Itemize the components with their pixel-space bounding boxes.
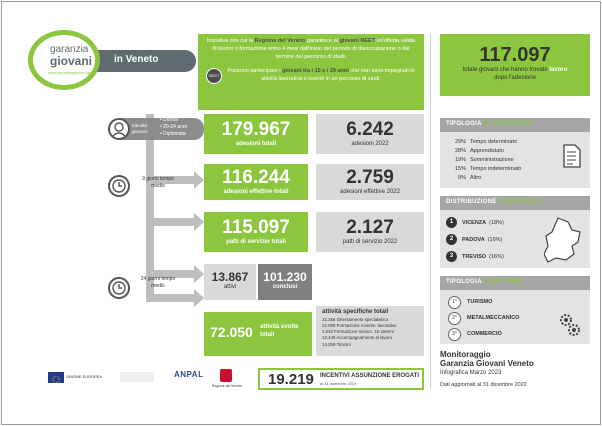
contratto-row: 9% Altro — [458, 175, 482, 181]
partner-logo — [120, 372, 154, 382]
intro-text: Iniziativa con cui la — [206, 38, 255, 44]
effettive-box — [204, 164, 308, 200]
effettive-value: 116.244 — [222, 167, 290, 188]
monitoring-subtitle: Garanzia Giovani Veneto — [440, 359, 534, 368]
profile-item: • Diplomata — [160, 130, 186, 137]
conclusi-label: conclusi — [272, 284, 298, 290]
data-updated: Dati aggiornati al 31 dicembre 2022 — [440, 382, 527, 388]
contratto-header: TIPOLOGIA DI CONTRATTO — [440, 118, 590, 132]
rank-badge: 1 — [446, 217, 457, 228]
provinciale-header: DISTRIBUZIONE PROVINCIALE — [440, 196, 590, 210]
adesioni-value: 179.967 — [221, 119, 291, 140]
patti-label: patti di servizio totali — [226, 239, 286, 245]
intro-paragraph-1 — [206, 38, 416, 62]
incentivi-date: al 31 dicembre 2019 — [320, 381, 357, 386]
incentivi-label: INCENTIVI ASSUNZIONE EROGATI — [320, 373, 420, 379]
specific-item: 22.008 Formazione inserim. lavorativo — [322, 323, 397, 329]
region-logo-icon — [220, 369, 232, 382]
effettive-2022-value: 2.759 — [346, 167, 394, 188]
adesioni-2022-label: adesioni 2022 — [351, 141, 389, 147]
contratto-row: 29% Tempo determinato — [454, 139, 518, 145]
region-label: in Veneto — [114, 54, 159, 65]
summary-text: totale giovani che hanno trovato lavoro dopo l'adesione — [462, 67, 568, 81]
time-label-2: 24 giorni tempo medio — [140, 276, 176, 289]
intro-neet: giovani NEET — [339, 38, 376, 44]
specific-list — [322, 317, 418, 348]
settore-box — [440, 290, 590, 344]
settore-row: 3° COMMERCIO — [448, 326, 582, 342]
divider — [430, 34, 431, 388]
identikit-label: Identikit giovane — [132, 123, 148, 135]
logo-line2: giovani — [50, 54, 93, 68]
attivi-value: 13.867 — [211, 270, 249, 284]
adesioni-label: adesioni totali — [235, 141, 277, 147]
adesioni-2022-value: 6.242 — [346, 119, 394, 140]
conclusi-value: 101.230 — [263, 270, 307, 284]
contratto-box — [440, 132, 590, 188]
rank-badge: 3° — [448, 328, 461, 341]
patti-box — [204, 212, 308, 252]
intro-paragraph-2 — [206, 68, 416, 84]
eu-label: UNIONE EUROPEA — [66, 374, 103, 379]
profile-item: • Donna — [160, 117, 178, 123]
effettive-2022-box — [316, 164, 424, 200]
effettive-2022-label: adesioni effettive 2022 — [340, 189, 400, 195]
provincia-row: 1 VICENZA (18%) — [446, 214, 584, 231]
contratto-row: 19% Somministrazione — [454, 157, 514, 163]
specific-box — [316, 306, 424, 356]
time-label-1: 9 giorni tempo medio — [142, 176, 174, 189]
person-icon — [108, 118, 130, 140]
clock-icon — [108, 175, 130, 197]
conclusi-box — [258, 264, 312, 300]
provincia-row: 3 TREVISO (16%) — [446, 248, 584, 265]
adesioni-2022-box — [316, 114, 424, 154]
specific-item: 1.042 Formazione reinser. 15-18enni — [322, 329, 394, 335]
intro-age: giovani tra i 15 e i 29 anni — [282, 67, 349, 74]
incentivi-value: 19.219 — [268, 371, 314, 388]
incentivi-box — [258, 368, 424, 390]
adesioni-box — [204, 114, 308, 154]
settore-header: TIPOLOGIA DI SETTORE — [440, 276, 590, 290]
provincia-row: 2 PADOVA (16%) — [446, 231, 584, 248]
logo-url: www.garanziagiovani.gov.it — [48, 70, 96, 75]
intro-text: Possono partecipare i — [227, 67, 283, 74]
specific-item: 12.445 Accompagnamento al lavoro — [322, 335, 393, 341]
rank-badge: 1° — [448, 296, 461, 309]
rank-badge: 2 — [446, 234, 457, 245]
contratto-row: 28% Apprendistato — [454, 148, 504, 154]
patti-2022-box — [316, 212, 424, 252]
patti-value: 115.097 — [222, 217, 290, 238]
summary-value: 117.097 — [479, 44, 551, 66]
anpal-logo: ANPAL — [174, 370, 204, 379]
effettive-label: adesioni effettive totali — [223, 189, 289, 195]
logo-line1: garanzia — [50, 44, 89, 55]
patti-2022-value: 2.127 — [346, 217, 394, 238]
gears-icon — [556, 310, 582, 338]
attivita-value: 72.050 — [210, 324, 253, 340]
clock-icon — [108, 277, 130, 299]
profile-item: • 20-24 anni — [160, 123, 187, 130]
rank-badge: 2° — [448, 312, 461, 325]
attivi-box — [204, 264, 256, 300]
veneto-map-icon — [544, 216, 584, 264]
intro-text: un'offerta valida di lavoro o formazione entro 4 mesi dall'inizio del periodo di disoccupazione o dal termine del percorso di studi. — [212, 38, 416, 60]
rank-badge: 3 — [446, 251, 457, 262]
provinciale-box — [440, 210, 590, 268]
intro-text: garantisce ai — [305, 38, 340, 44]
specific-item: 22.356 Orientamento specialistico — [322, 317, 389, 322]
region-logo-label: Regione del Veneto — [212, 384, 242, 388]
attivita-label: attività svolte totali — [260, 324, 299, 338]
settore-row: 2° METALMECCANICO — [448, 310, 582, 326]
monitoring-block — [440, 350, 590, 388]
intro-region: Regione del Veneto — [254, 38, 306, 44]
infographic-date: Infografica Marzo 2023 — [440, 370, 502, 376]
profile-list — [160, 117, 187, 137]
document-icon — [562, 144, 582, 168]
attivi-label: attivi — [223, 284, 237, 290]
specific-item: 14.259 Tirocini — [322, 341, 351, 347]
contratto-row: 15% Tempo indeterminato — [454, 166, 522, 172]
intro-box — [198, 34, 424, 110]
settore-row: 1° TURISMO — [448, 294, 582, 310]
attivita-box — [204, 312, 312, 356]
patti-2022-label: patti di servizio 2022 — [342, 239, 398, 245]
summary-box — [440, 34, 590, 96]
monitoring-title: Monitoraggio — [440, 350, 491, 359]
specific-title: attività specifiche totali — [322, 309, 389, 315]
eu-flag-icon — [48, 372, 64, 383]
neet-icon: NEET — [206, 68, 222, 84]
intro-text: che non sono impegnati in attività lavorativa o inseriti in un percorso di studi. — [261, 67, 415, 82]
